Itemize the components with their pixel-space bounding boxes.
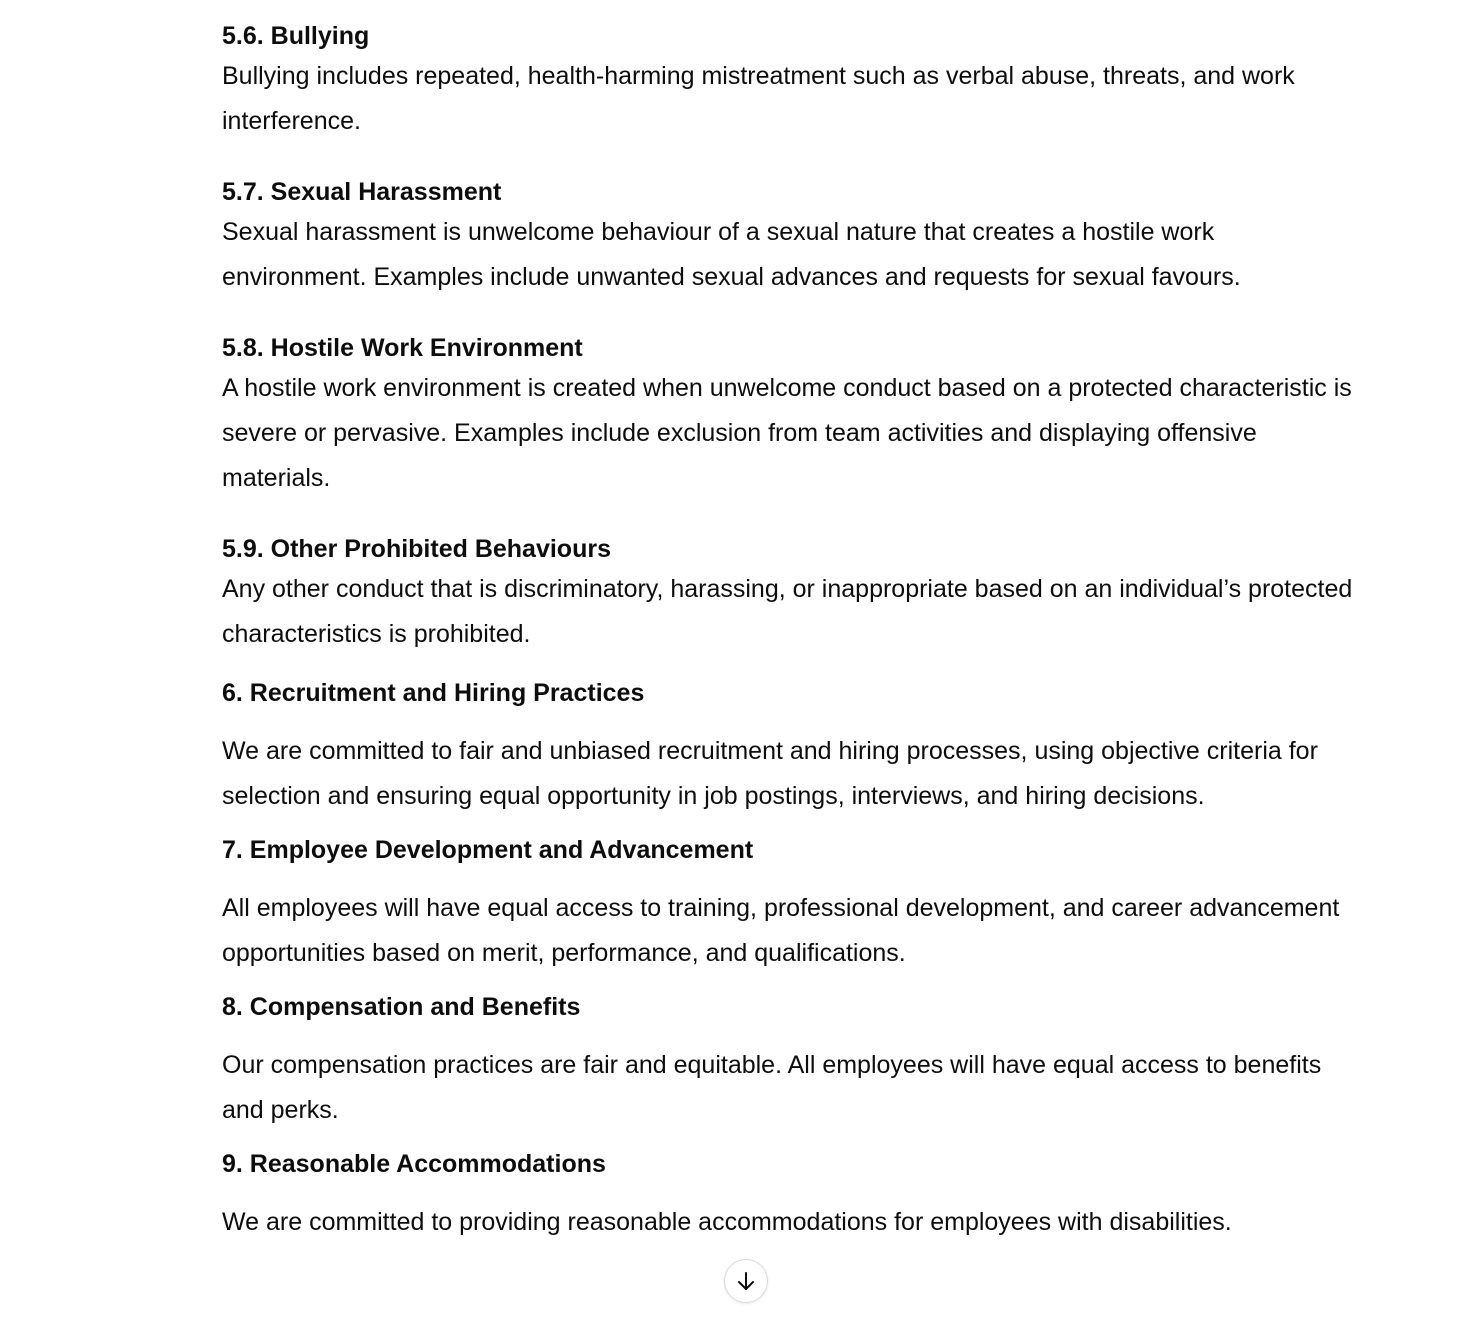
section-text: Our compensation practices are fair and equitable. All employees will have equal access to benefits and perks. <box>222 1051 1322 1124</box>
subsection-heading: 5.6. Bullying <box>222 22 370 50</box>
section-heading: 9. Reasonable Accommodations <box>222 1150 606 1178</box>
subsection-hostile-work-environment <box>222 330 1362 501</box>
section-text: We are committed to providing reasonable accommodations for employees with disabilities. <box>222 1208 1232 1236</box>
subsection-text: Any other conduct that is discriminatory, harassing, or inappropriate based on an individual’s protected characteristics is prohibited. <box>222 575 1353 648</box>
section-employee-development <box>222 832 1362 976</box>
subsection-heading: 5.9. Other Prohibited Behaviours <box>222 535 611 563</box>
section-accommodations <box>222 1146 1362 1245</box>
subsection-text: A hostile work environment is created when unwelcome conduct based on a protected characteristic is severe or pervasive. Examples include exclusion from team activities and displaying offensive materials. <box>222 374 1352 492</box>
section-heading: 8. Compensation and Benefits <box>222 993 581 1021</box>
section-text: We are committed to fair and unbiased recruitment and hiring processes, using objective criteria for selection and ensuring equal opportunity in job postings, interviews, and hiring decisions. <box>222 737 1318 810</box>
subsection-heading: 5.8. Hostile Work Environment <box>222 334 583 362</box>
subsection-bullying <box>222 18 1362 144</box>
section-compensation <box>222 989 1362 1133</box>
section-heading: 6. Recruitment and Hiring Practices <box>222 679 645 707</box>
subsection-other-prohibited-behaviours <box>222 531 1362 657</box>
section-heading: 7. Employee Development and Advancement <box>222 836 754 864</box>
scroll-to-bottom-button[interactable] <box>724 1259 768 1303</box>
subsection-text: Sexual harassment is unwelcome behaviour of a sexual nature that creates a hostile work environment. Examples include unwanted sexual advances and requests for sexual favours. <box>222 218 1241 291</box>
section-recruitment <box>222 675 1362 819</box>
message-content <box>222 18 1362 1258</box>
subsection-heading: 5.7. Sexual Harassment <box>222 178 502 206</box>
subsection-sexual-harassment <box>222 174 1362 300</box>
arrow-down-icon <box>734 1269 758 1293</box>
subsection-text: Bullying includes repeated, health-harming mistreatment such as verbal abuse, threats, and work interference. <box>222 62 1295 135</box>
section-text: All employees will have equal access to training, professional development, and career advancement opportunities based on merit, performance, and qualifications. <box>222 894 1340 967</box>
